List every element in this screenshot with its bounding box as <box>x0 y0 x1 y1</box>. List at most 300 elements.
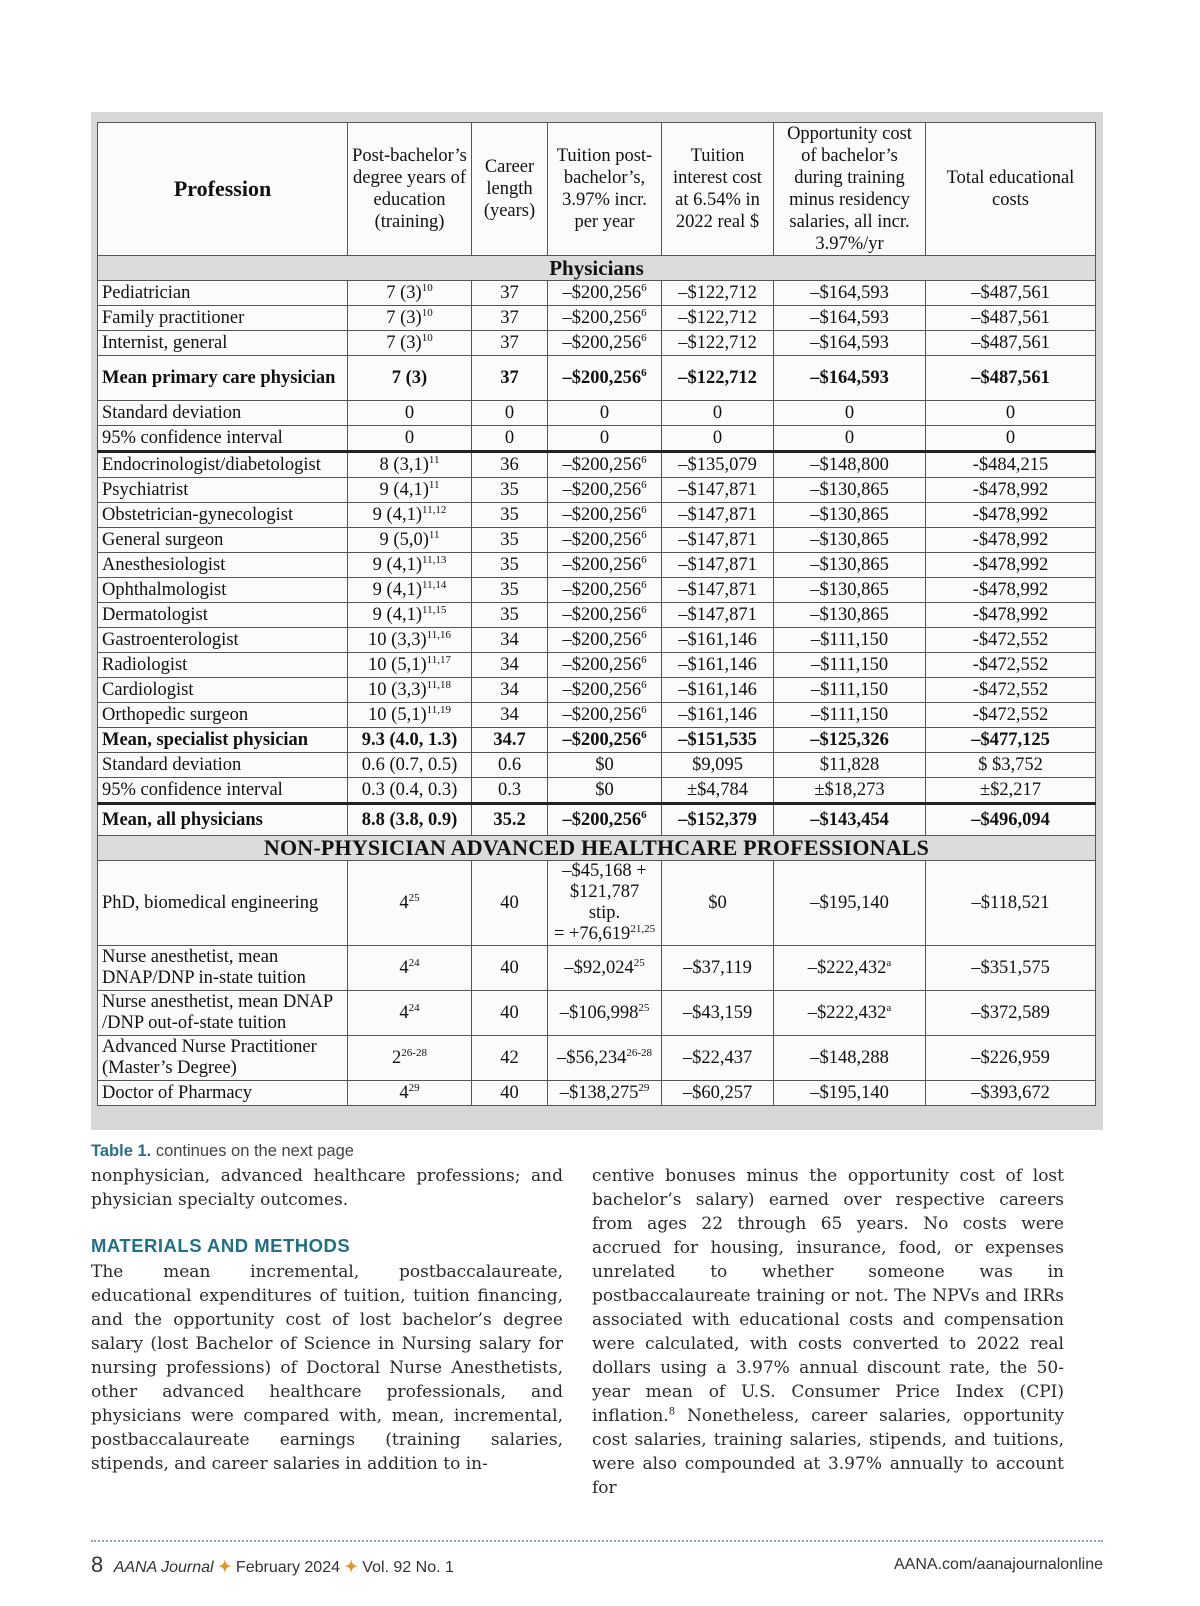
cell-tuition <box>548 478 662 503</box>
cell-interest-value: –$152,379 <box>678 810 757 830</box>
cell-career <box>472 503 548 528</box>
cell-interest-value: –$147,871 <box>678 530 757 550</box>
reference-superscript: 6 <box>641 808 647 821</box>
cell-profession <box>98 678 348 703</box>
cell-years <box>348 804 472 836</box>
table-figure <box>91 112 1103 1130</box>
cell-total <box>926 753 1096 778</box>
cell-interest-value: –$22,437 <box>682 1048 753 1068</box>
cell-years-value: 9 (4,1) <box>372 505 422 525</box>
cell-years-value: 10 (3,3) <box>368 680 427 700</box>
cell-opportunity-value: –$148,800 <box>810 455 889 475</box>
header-opportunity: Opportunity cost of bachelor’s during training minus residency salaries, all incr. 3.97%/yr <box>774 123 926 256</box>
cell-profession <box>98 603 348 628</box>
cell-total-value: –$496,094 <box>971 810 1050 830</box>
cell-tuition <box>548 703 662 728</box>
reference-superscript: 25 <box>638 1001 650 1014</box>
reference-superscript: 11,13 <box>421 553 447 566</box>
cell-total <box>926 478 1096 503</box>
cell-total-value: 0 <box>1005 428 1016 448</box>
cell-tuition-value: –$200,256 <box>562 605 642 625</box>
cell-total <box>926 452 1096 478</box>
cell-tuition <box>548 306 662 331</box>
cell-opportunity <box>774 356 926 401</box>
cell-profession-value: Dermatologist <box>102 605 208 625</box>
cell-profession-value: Radiologist <box>102 655 188 675</box>
cell-years <box>348 1036 472 1081</box>
reference-superscript: 6 <box>641 281 647 294</box>
cell-career <box>472 553 548 578</box>
cell-total <box>926 678 1096 703</box>
cell-profession <box>98 401 348 426</box>
cell-opportunity <box>774 528 926 553</box>
cell-interest <box>662 946 774 991</box>
cell-tuition-value: –$200,256 <box>562 680 642 700</box>
cell-years <box>348 553 472 578</box>
cell-tuition-value: 0 <box>599 403 610 423</box>
cell-years <box>348 628 472 653</box>
cell-years-value: 0.3 (0.4, 0.3) <box>361 780 458 800</box>
cell-total-value: –$351,575 <box>971 958 1050 978</box>
table-row <box>98 331 1096 356</box>
cell-years <box>348 452 472 478</box>
cell-opportunity-value: –$195,140 <box>810 893 889 913</box>
cell-interest-value: –$147,871 <box>678 605 757 625</box>
cell-interest <box>662 401 774 426</box>
reference-superscript: 11 <box>428 528 440 541</box>
cell-total <box>926 528 1096 553</box>
cell-tuition <box>548 356 662 401</box>
table-row <box>98 991 1096 1036</box>
table-row <box>98 946 1096 991</box>
cell-career-value: 34 <box>500 680 519 700</box>
table-row <box>98 281 1096 306</box>
cell-tuition-value: –$200,256 <box>562 810 642 830</box>
cell-career-value: 0.3 <box>497 780 522 800</box>
cell-interest <box>662 281 774 306</box>
cell-tuition <box>548 1081 662 1106</box>
table-row <box>98 804 1096 836</box>
cell-total-value: -$478,992 <box>972 505 1049 525</box>
cell-years-value: 7 (3) <box>386 333 422 353</box>
table-caption <box>91 1142 354 1161</box>
cell-profession <box>98 753 348 778</box>
cell-years <box>348 1081 472 1106</box>
cell-years <box>348 503 472 528</box>
cell-interest-value: –$122,712 <box>678 283 757 303</box>
cell-years-value: 0 <box>404 428 415 448</box>
cell-tuition-value: –$200,256 <box>562 530 642 550</box>
cell-career <box>472 678 548 703</box>
cell-years <box>348 703 472 728</box>
reference-superscript: 11 <box>428 453 440 466</box>
cell-interest-value: –$147,871 <box>678 580 757 600</box>
reference-superscript: 25 <box>633 956 645 969</box>
cell-years-value: 9 (5,0) <box>379 530 429 550</box>
cell-total <box>926 1036 1096 1081</box>
cell-career-value: 37 <box>500 333 519 353</box>
cell-career-value: 34.7 <box>493 730 526 750</box>
cell-total-value: –$226,959 <box>971 1048 1050 1068</box>
cell-opportunity-value: –$222,432 <box>807 958 887 978</box>
cell-profession-value: Internist, general <box>102 333 228 353</box>
cell-opportunity <box>774 578 926 603</box>
cell-career-value: 35 <box>500 605 519 625</box>
cell-interest-value: –$147,871 <box>678 505 757 525</box>
cell-total <box>926 861 1096 946</box>
cell-career <box>472 452 548 478</box>
page-number: 8 <box>91 1552 104 1577</box>
reference-superscript: 6 <box>641 366 647 379</box>
cell-interest-value: $9,095 <box>692 755 743 775</box>
cell-interest <box>662 653 774 678</box>
cell-years-value: 0.6 (0.7, 0.5) <box>361 755 458 775</box>
cell-tuition <box>548 578 662 603</box>
reference-superscript: 6 <box>641 653 647 666</box>
header-profession: Profession <box>98 123 348 256</box>
cell-tuition <box>548 753 662 778</box>
cell-years <box>348 478 472 503</box>
cell-interest <box>662 678 774 703</box>
cell-career-value: 0.6 <box>497 755 522 775</box>
cell-opportunity-value: –$164,593 <box>810 333 889 353</box>
cell-career <box>472 861 548 946</box>
cell-total-value: –$477,125 <box>971 730 1050 750</box>
cell-years-value: 10 (5,1) <box>368 705 427 725</box>
cell-interest-value: –$122,712 <box>678 333 757 353</box>
cell-opportunity <box>774 753 926 778</box>
cell-tuition <box>548 778 662 804</box>
cell-opportunity <box>774 728 926 753</box>
cell-interest-value: –$122,712 <box>678 368 757 388</box>
cell-interest <box>662 452 774 478</box>
cell-career <box>472 426 548 452</box>
cell-total <box>926 1081 1096 1106</box>
cell-interest <box>662 1081 774 1106</box>
cell-total-value: ±$2,217 <box>979 780 1042 800</box>
cell-career <box>472 578 548 603</box>
reference-superscript: 6 <box>641 703 647 716</box>
reference-superscript: 11 <box>428 478 440 491</box>
cell-years-value: 2 <box>392 1048 402 1068</box>
cell-years-value: 4 <box>399 1003 409 1023</box>
paragraph: nonphysician, advanced healthcare professions; and physician specialty outcomes. <box>91 1166 563 1210</box>
cell-interest <box>662 426 774 452</box>
cell-opportunity <box>774 503 926 528</box>
paragraph: The mean incremental, postbaccalaureate, educational expenditures of tuition, tuition financing, and the opportunity cost of lost bachelor’s degree salary (lost Bachelor of Science in Nursing salary for nursing professions) of Doctoral Nurse Anesthetists, other advanced healthcare professionals, and physicians were compared with, mean, incremental, postbaccalaureate earnings (training salaries, stipends, and career salaries in addition to in- <box>91 1262 563 1474</box>
cell-profession <box>98 1036 348 1081</box>
cell-interest <box>662 991 774 1036</box>
cell-years-value: 9 (4,1) <box>372 555 422 575</box>
reference-superscript: 21,25 <box>630 922 656 935</box>
cell-total <box>926 778 1096 804</box>
table-row <box>98 578 1096 603</box>
header-career-length: Career length (years) <box>472 123 548 256</box>
cell-interest <box>662 578 774 603</box>
cell-years-value: 8 (3,1) <box>379 455 429 475</box>
tuition-line <box>552 924 657 945</box>
cell-opportunity-value: –$125,326 <box>810 730 889 750</box>
reference-superscript: a <box>886 1001 892 1014</box>
cell-interest-value: –$161,146 <box>678 680 757 700</box>
cell-tuition-value: –$92,024 <box>564 958 634 978</box>
cell-tuition <box>548 452 662 478</box>
reference-superscript: 6 <box>641 503 647 516</box>
reference-superscript: 24 <box>408 1001 420 1014</box>
cell-profession-value: Mean, all physicians <box>102 810 263 830</box>
cell-career-value: 35 <box>500 505 519 525</box>
cell-years <box>348 426 472 452</box>
cell-profession-value: General surgeon <box>102 530 224 550</box>
cell-career-value: 34 <box>500 655 519 675</box>
cell-interest <box>662 703 774 728</box>
cell-profession-value: Obstetrician-gynecologist <box>102 505 294 525</box>
cell-profession-value: Mean, specialist physician <box>102 730 309 750</box>
cell-profession <box>98 452 348 478</box>
cell-opportunity-value: –$148,288 <box>810 1048 889 1068</box>
cell-opportunity-value: –$195,140 <box>810 1083 889 1103</box>
cell-profession <box>98 804 348 836</box>
cell-tuition <box>548 991 662 1036</box>
cell-interest-value: –$161,146 <box>678 655 757 675</box>
cell-opportunity-value: –$130,865 <box>810 530 889 550</box>
header-row <box>98 123 1096 256</box>
table-row <box>98 753 1096 778</box>
cell-profession-value: Family practitioner <box>102 308 245 328</box>
cell-interest <box>662 478 774 503</box>
reference-superscript: 6 <box>641 678 647 691</box>
cell-interest-value: ±$4,784 <box>686 780 749 800</box>
cell-tuition-value: –$200,256 <box>562 630 642 650</box>
cell-profession-value: Endocrinologist/diabetologist <box>102 455 321 475</box>
cell-total-value: –$487,561 <box>971 333 1050 353</box>
table-row <box>98 1081 1096 1106</box>
table-row <box>98 603 1096 628</box>
cell-years <box>348 578 472 603</box>
reference-superscript: 6 <box>641 478 647 491</box>
cell-opportunity <box>774 426 926 452</box>
cell-opportunity-value: ±$18,273 <box>814 780 885 800</box>
table-row <box>98 653 1096 678</box>
reference-superscript: 6 <box>641 553 647 566</box>
cell-career-value: 37 <box>500 308 519 328</box>
reference-superscript: 8 <box>668 1406 676 1418</box>
cell-total <box>926 703 1096 728</box>
cell-total-value: -$478,992 <box>972 580 1049 600</box>
reference-superscript: 11,17 <box>426 653 451 666</box>
cell-profession-value: Standard deviation <box>102 755 242 775</box>
cell-tuition-value: –$200,256 <box>562 580 642 600</box>
cell-interest-value: –$147,871 <box>678 555 757 575</box>
profession-line: Nurse anesthetist, mean <box>102 947 279 967</box>
cell-opportunity-value: –$222,432 <box>807 1003 887 1023</box>
table-row <box>98 503 1096 528</box>
cell-tuition <box>548 426 662 452</box>
cell-interest <box>662 628 774 653</box>
cell-profession-value: Ophthalmologist <box>102 580 227 600</box>
cell-opportunity-value: –$111,150 <box>810 680 889 700</box>
cell-years <box>348 356 472 401</box>
cell-opportunity <box>774 628 926 653</box>
section-title: Physicians <box>98 256 1096 281</box>
text-run: Nonetheless, career salaries, opportunity cost salaries, training salaries, stipends, and tuitions, were also compounded at 3.97% annually to account for <box>592 1406 1064 1498</box>
table-row <box>98 528 1096 553</box>
cell-tuition-value: –$200,256 <box>562 655 642 675</box>
cell-opportunity <box>774 703 926 728</box>
cell-opportunity-value: –$164,593 <box>810 283 889 303</box>
cell-total <box>926 991 1096 1036</box>
cell-profession-value: Mean primary care physician <box>102 367 336 388</box>
cell-profession <box>98 306 348 331</box>
section-nonphysicians <box>98 836 1096 861</box>
cell-profession-value: Doctor of Pharmacy <box>102 1083 253 1103</box>
cell-interest <box>662 528 774 553</box>
reference-superscript: 26-28 <box>401 1046 427 1059</box>
reference-superscript: 11,16 <box>426 628 451 641</box>
cell-total-value: -$472,552 <box>972 705 1049 725</box>
cell-career-value: 34 <box>500 705 519 725</box>
cell-interest <box>662 1036 774 1081</box>
cell-opportunity <box>774 1036 926 1081</box>
reference-superscript: 29 <box>638 1081 650 1094</box>
cell-profession-value: Cardiologist <box>102 680 194 700</box>
cell-profession <box>98 503 348 528</box>
cell-opportunity-value: 0 <box>844 403 855 423</box>
cell-career <box>472 753 548 778</box>
cell-opportunity-value: –$130,865 <box>810 605 889 625</box>
left-column <box>91 1164 563 1476</box>
caption-label: Table 1. <box>91 1142 152 1160</box>
cell-total-value: -$472,552 <box>972 655 1049 675</box>
cell-tuition-value: –$106,998 <box>559 1003 639 1023</box>
cell-career-value: 0 <box>504 403 515 423</box>
reference-superscript: a <box>886 956 892 969</box>
cell-interest-value: 0 <box>712 403 723 423</box>
cell-years <box>348 778 472 804</box>
cell-career <box>472 306 548 331</box>
cell-opportunity-value: –$130,865 <box>810 480 889 500</box>
cell-opportunity <box>774 991 926 1036</box>
reference-superscript: 11,19 <box>426 703 451 716</box>
reference-superscript: 11,14 <box>421 578 447 591</box>
reference-superscript: 24 <box>408 956 420 969</box>
text-run: centive bonuses minus the opportunity cost of lost bachelor’s salary) earned over respective careers from ages 22 through 65 years. No costs were accrued for housing, insurance, food, or expenses unrelated to whether someone was in postbaccalaureate training or not. The NPVs and IRRs associated with educational costs and compensation were calculated, with costs converted to 2022 real dollars using a 3.97% annual discount rate, the 50-year mean of U.S. Consumer Price Index (CPI) inflation. <box>592 1166 1064 1426</box>
cell-tuition-value: –$200,256 <box>562 455 642 475</box>
cell-interest <box>662 553 774 578</box>
cell-tuition <box>548 603 662 628</box>
cell-years-value: 9 (4,1) <box>379 480 429 500</box>
cell-opportunity <box>774 553 926 578</box>
cell-tuition-value: –$200,256 <box>562 283 642 303</box>
cell-tuition-value: –$200,256 <box>562 368 642 388</box>
reference-superscript: 10 <box>421 281 433 294</box>
cell-opportunity-value: $11,828 <box>819 755 880 775</box>
reference-superscript: 10 <box>421 331 433 344</box>
cell-years <box>348 401 472 426</box>
cell-career-value: 40 <box>500 1083 519 1103</box>
cell-tuition <box>548 1036 662 1081</box>
section-physicians <box>98 256 1096 281</box>
table-row <box>98 703 1096 728</box>
cell-years <box>348 678 472 703</box>
cell-total-value: -$478,992 <box>972 480 1049 500</box>
cell-tuition <box>548 528 662 553</box>
reference-superscript: 6 <box>641 603 647 616</box>
cell-opportunity <box>774 401 926 426</box>
cell-career <box>472 1036 548 1081</box>
cell-tuition-value: –$200,256 <box>562 555 642 575</box>
reference-superscript: 6 <box>641 728 647 741</box>
reference-superscript: 25 <box>408 891 420 904</box>
cell-interest-value: –$37,119 <box>683 958 752 978</box>
cell-years <box>348 306 472 331</box>
cell-total <box>926 331 1096 356</box>
cell-interest-value: –$161,146 <box>678 630 757 650</box>
cell-interest <box>662 861 774 946</box>
cell-profession <box>98 703 348 728</box>
cell-years-value: 7 (3) <box>386 308 422 328</box>
cell-tuition-value: –$200,256 <box>562 705 642 725</box>
profession-line: Nurse anesthetist, mean DNAP <box>102 992 334 1012</box>
cell-profession <box>98 1081 348 1106</box>
cell-opportunity-value: –$143,454 <box>810 810 889 830</box>
cell-total-value: –$393,672 <box>971 1083 1050 1103</box>
cell-interest-value: –$122,712 <box>678 308 757 328</box>
cell-tuition <box>548 861 662 946</box>
reference-superscript: 11,12 <box>421 503 447 516</box>
cell-years <box>348 991 472 1036</box>
cell-profession-value: PhD, biomedical engineering <box>102 893 319 913</box>
cell-career <box>472 603 548 628</box>
cell-profession-value: Pediatrician <box>102 283 191 303</box>
cell-total-value: –$487,561 <box>971 308 1050 328</box>
journal-name: AANA Journal <box>113 1559 214 1576</box>
cell-tuition-value: –$200,256 <box>562 333 642 353</box>
cell-profession <box>98 861 348 946</box>
profession-line: DNAP/DNP in-state tuition <box>102 968 306 988</box>
table-row <box>98 728 1096 753</box>
cell-opportunity <box>774 861 926 946</box>
cell-profession <box>98 653 348 678</box>
cell-opportunity <box>774 804 926 836</box>
cell-tuition-value: $0 <box>595 780 614 800</box>
cell-tuition <box>548 728 662 753</box>
reference-superscript: 29 <box>408 1081 420 1094</box>
cell-opportunity-value: –$164,593 <box>810 308 889 328</box>
cell-profession-value: Anesthesiologist <box>102 555 226 575</box>
cell-career-value: 37 <box>500 283 519 303</box>
cell-career <box>472 653 548 678</box>
header-post-bachelors: Post-bachelor’s degree years of education (training) <box>348 123 472 256</box>
cell-total <box>926 628 1096 653</box>
cell-total <box>926 553 1096 578</box>
cell-years <box>348 728 472 753</box>
cell-profession-value: 95% confidence interval <box>102 780 283 800</box>
cell-tuition <box>548 503 662 528</box>
table-row <box>98 778 1096 804</box>
cell-career <box>472 356 548 401</box>
table-row <box>98 628 1096 653</box>
reference-superscript: 6 <box>641 331 647 344</box>
cell-profession <box>98 426 348 452</box>
cell-tuition <box>548 804 662 836</box>
footer-url: AANA.com/aanajournalonline <box>893 1556 1103 1573</box>
profession-line: (Master’s Degree) <box>102 1058 237 1078</box>
cell-total <box>926 356 1096 401</box>
cell-total <box>926 401 1096 426</box>
reference-superscript: 10 <box>421 306 433 319</box>
cell-tuition <box>548 946 662 991</box>
